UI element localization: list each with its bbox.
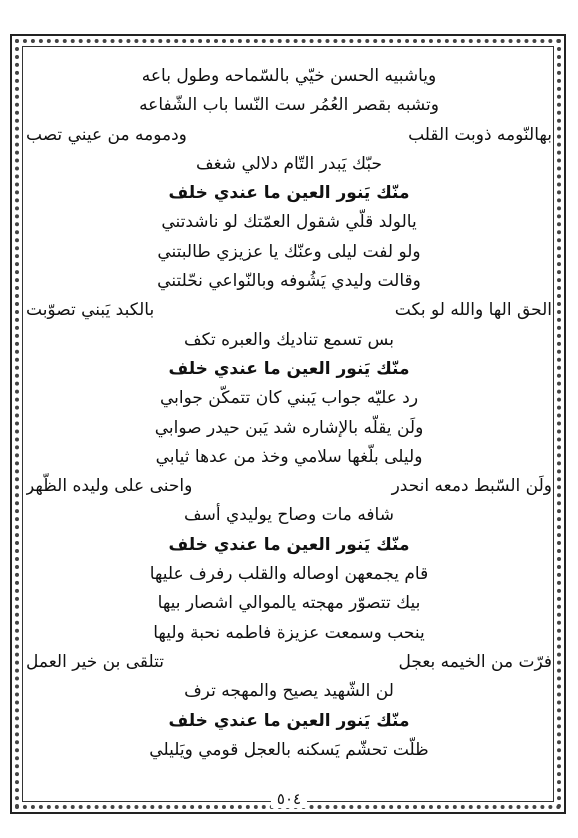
- poem-line: [26, 121, 552, 150]
- hemistich-right: بهالنّومه ذوبت القلب: [408, 124, 552, 145]
- poem-line: بيك تتصوّر مهجته يالموالي اشصار بيها: [157, 593, 421, 614]
- poem-text: [26, 62, 552, 765]
- poem-line: قام يجمعهن اوصاله والقلب رفرف عليها: [149, 564, 429, 585]
- page-number: [0, 790, 578, 808]
- hemistich-right: ولَن السّبط دمعه انحدر: [391, 476, 552, 497]
- poem-line: وقالت وليدي يَشُوفه وبالنّواعي نحّلتني: [157, 271, 421, 292]
- poem-line: [26, 472, 552, 501]
- poem-line: ولو لفت ليلى وعنّك يا عزيزي طالبتني: [157, 241, 421, 262]
- hemistich-left: بالكبد يَبني تصوّبت: [26, 300, 155, 321]
- refrain-line: منّك يَنور العين ما عندي خلف: [168, 358, 410, 379]
- hemistich-left: ودمومه من عيني تصب: [26, 124, 187, 145]
- poem-line: حبّك يَبدر التّام دلالي شغف: [196, 153, 382, 174]
- poem-line: ولَن يقلّه بالإشاره شد يَبن حيدر صوابي: [154, 417, 424, 438]
- hemistich-right: الحق الها والله لو بكت: [394, 300, 552, 321]
- refrain-line: منّك يَنور العين ما عندي خلف: [168, 183, 410, 204]
- hemistich-left: تتلقى بن خير العمل: [26, 651, 164, 672]
- poem-line: شافه مات وصاح يوليدي أسف: [184, 505, 394, 526]
- poem-line: [26, 648, 552, 677]
- poem-line: وتشبه بقصر العُمُر ست النّسا باب الشّفاعه: [139, 95, 439, 116]
- page-number-text: ٥٠٤: [271, 790, 307, 808]
- poem-line: وياشبيه الحسن خيّي بالسّماحه وطول باعه: [141, 66, 437, 86]
- hemistich-left: واحنى على وليده الظّهر: [26, 476, 193, 497]
- poem-line: بس تسمع تناديك والعبره تكف: [184, 329, 394, 350]
- refrain-line: منّك يَنور العين ما عندي خلف: [168, 710, 410, 731]
- poem-line: وليلى بلّغها سلامي وخذ من عدها ثيابي: [155, 446, 423, 467]
- poem-line: ظلّت تحشّم يَسكنه بالعجل قومي ويَليلي: [149, 739, 429, 760]
- poem-line: لن الشّهيد يصيح والمهجه ترف: [184, 681, 394, 702]
- hemistich-right: فرّت من الخيمه بعجل: [398, 651, 552, 672]
- poem-line: رد عليّه جواب يَبني كان تتمكّن جوابي: [159, 388, 419, 409]
- poem-line: يالولد قلّي شقول العمّتك لو ناشدتني: [161, 212, 417, 233]
- refrain-line: منّك يَنور العين ما عندي خلف: [168, 534, 410, 555]
- poem-line: [26, 296, 552, 325]
- poem-line: ينحب وسمعت عزيزة فاطمه نحبة وليها: [153, 622, 425, 643]
